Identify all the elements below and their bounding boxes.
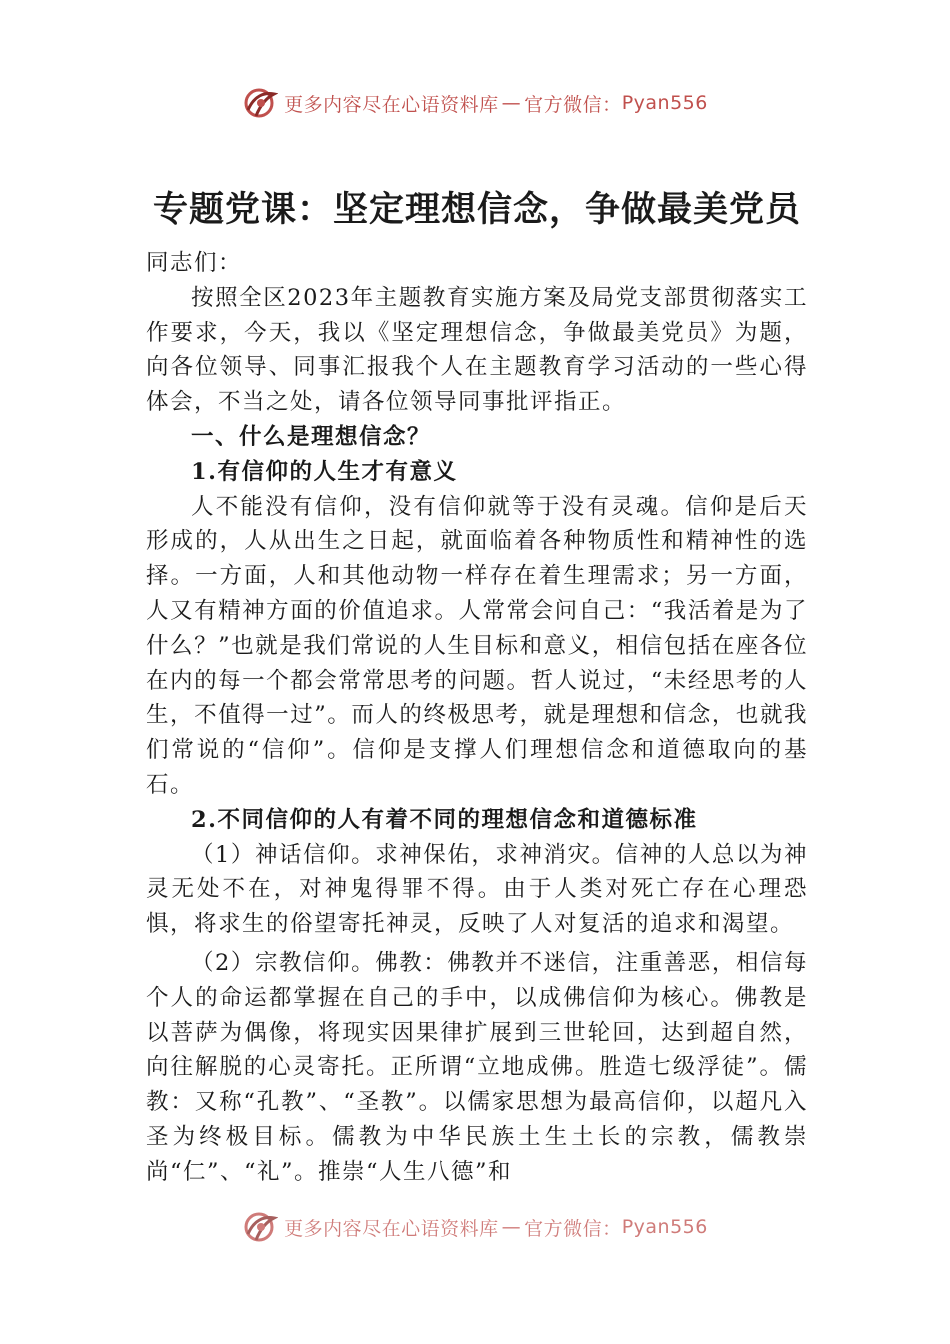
watermark-header	[0, 86, 950, 120]
watermark-dash: —	[501, 1216, 522, 1238]
watermark-footer	[0, 1210, 950, 1244]
salutation: 同志们：	[146, 250, 243, 276]
document-title: 专题党课：坚定理想信念，争做最美党员	[152, 189, 801, 230]
library-logo-icon	[242, 86, 278, 120]
watermark-wechat-id: Pyan556	[621, 92, 708, 114]
item-1-paragraph: （1）神话信仰。求神保佑，求神消灾。信神的人总以为神灵无处不在，对神鬼得罪不得。由于人类对死亡存在心理恐惧，将求生的俗望寄托神灵，反映了人对复活的追求和渴望。	[146, 841, 808, 938]
watermark-wechat-label: 官方微信：	[524, 1217, 622, 1240]
intro-paragraph: 按照全区2023年主题教育实施方案及局党支部贯彻落实工作要求，今天，我以《坚定理想信念，争做最美党员》为题，向各位领导、同事汇报我个人在主题教育学习活动的一些心得体会，不当之处，请各位领导同事批评指正。	[146, 284, 808, 416]
subsection-1-paragraph: 人不能没有信仰，没有信仰就等于没有灵魂。信仰是后天形成的，人从出生之日起，就面临着各种物质性和精神性的选择。一方面，人和其他动物一样存在着生理需求；另一方面，人又有精神方面的价值追求。人常常会问自己：“我活着是为了什么？”也就是我们常说的人生目标和意义，相信包括在座各位在内的每一个都会常常思考的问题。哲人说过，“未经思考的人生，不值得一过”。而人的终极思考，就是理想和信念，也就我们常说的“信仰”。信仰是支撑人们理想信念和道德取向的基石。	[146, 493, 808, 798]
subsection-heading-2: 2.不同信仰的人有着不同的理想信念和道德标准	[191, 806, 698, 833]
watermark-dash: —	[501, 92, 522, 114]
watermark-wechat-label: 官方微信：	[524, 93, 622, 116]
library-logo-icon	[242, 1210, 278, 1244]
subsection-heading-1: 1.有信仰的人生才有意义	[191, 458, 458, 485]
item-2-paragraph: （2）宗教信仰。佛教：佛教并不迷信，注重善恶，相信每个人的命运都掌握在自己的手中，以成佛信仰为核心。佛教是以菩萨为偶像，将现实因果律扩展到三世轮回，达到超自然，向往解脱的心灵寄托。正所谓“立地成佛。胜造七级浮徒”。儒教：又称“孔教”、“圣教”。以儒家思想为最高信仰，以超凡入圣为终极目标。儒教为中华民族土生土长的宗教，儒教崇尚“仁”、“礼”。推崇“人生八德”和	[146, 949, 808, 1185]
section-heading-1: 一、什么是理想信念？	[191, 423, 432, 450]
watermark-text: 更多内容尽在心语资料库	[284, 1217, 499, 1240]
document-body	[146, 180, 808, 1190]
watermark-text: 更多内容尽在心语资料库	[284, 93, 499, 116]
watermark-wechat-id: Pyan556	[621, 1216, 708, 1238]
